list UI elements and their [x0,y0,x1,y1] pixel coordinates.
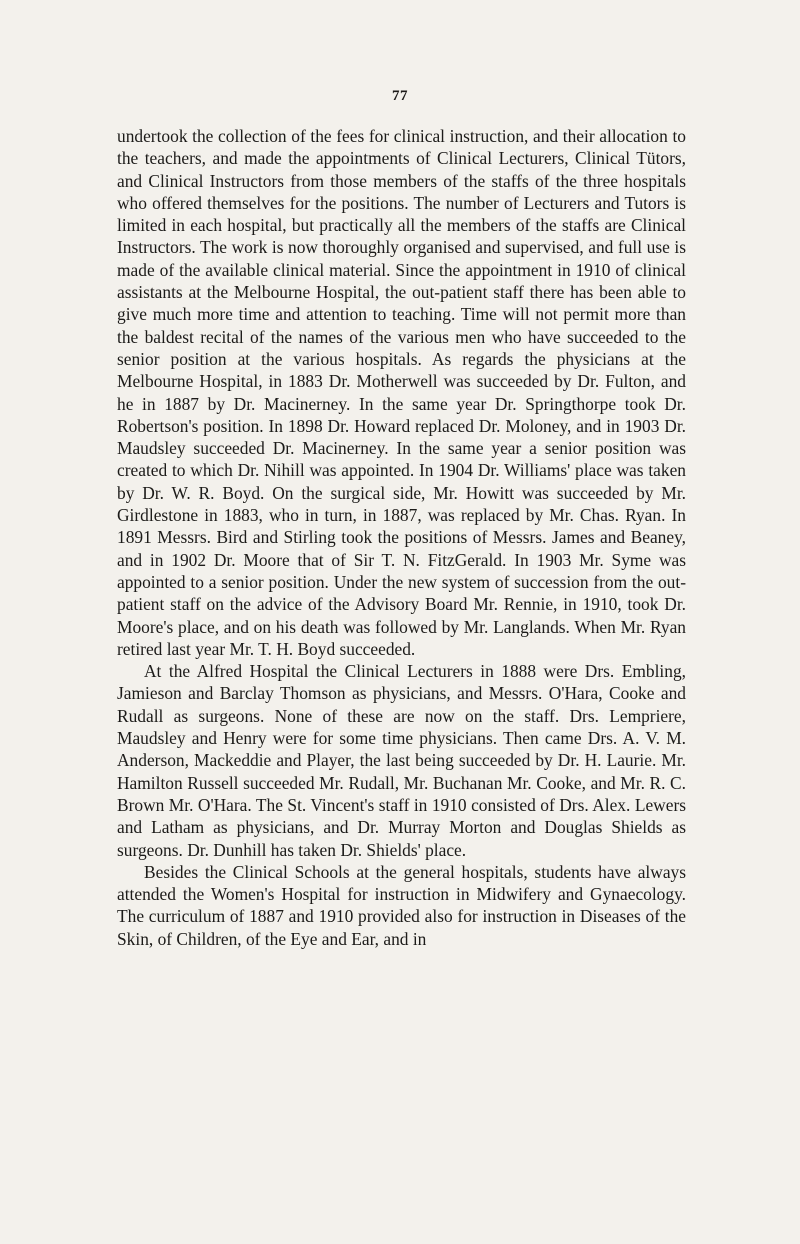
paragraph: Besides the Clinical Schools at the general hospitals, students have always attended the Women's Hospital for instruction in Midwifery and Gynaecology. The curriculum of 1887 and 1910 provided also for instruction in Diseases of the Skin, of Children, of the Eye and Ear, and in [117,861,686,949]
body-text [117,125,686,950]
paragraph: At the Alfred Hospital the Clinical Lecturers in 1888 were Drs. Embling, Jamieson and Barclay Thomson as physicians, and Messrs. O'Hara, Cooke and Rudall as surgeons. None of these are now on the staff. Drs. Lempriere, Maudsley and Henry were for some time physicians. Then came Drs. A. V. M. Anderson, Mackeddie and Player, the last being succeeded by Dr. H. Laurie. Mr. Hamilton Russell succeeded Mr. Rudall, Mr. Buchanan Mr. Cooke, and Mr. R. C. Brown Mr. O'Hara. The St. Vincent's staff in 1910 consisted of Drs. Alex. Lewers and Latham as physicians, and Dr. Murray Morton and Douglas Shields as surgeons. Dr. Dunhill has taken Dr. Shields' place. [117,661,686,860]
page-number: 77 [392,88,408,104]
paragraph: undertook the collection of the fees for clinical instruction, and their allocation to the teachers, and made the appointments of Clinical Lecturers, Clinical Tütors, and Clinical Instructors from those members of the staffs of the three hospitals who offered themselves for the positions. The number of Lecturers and Tutors is limited in each hospital, but practically all the members of the staffs are Clinical Instructors. The work is now thoroughly organised and supervised, and full use is made of the available clinical material. Since the appointment in 1910 of clinical assistants at the Melbourne Hospital, the out-patient staff there has been able to give much more time and attention to teaching. Time will not permit more than the baldest recital of the names of the various men who have succeeded to the senior position at the various hospitals. As regards the physicians at the Melbourne Hospital, in 1883 Dr. Motherwell was succeeded by Dr. Fulton, and he in 1887 by Dr. Macinerney. In the same year Dr. Springthorpe took Dr. Robertson's position. In 1898 Dr. Howard replaced Dr. Moloney, and in 1903 Dr. Maudsley succeeded Dr. Macinerney. In the same year a senior position was created to which Dr. Nihill was appointed. In 1904 Dr. Williams' place was taken by Dr. W. R. Boyd. On the surgical side, Mr. Howitt was succeeded by Mr. Girdlestone in 1883, who in turn, in 1887, was replaced by Mr. Chas. Ryan. In 1891 Messrs. Bird and Stirling took the positions of Messrs. James and Beaney, and in 1902 Dr. Moore that of Sir T. N. FitzGerald. In 1903 Mr. Syme was appointed to a senior position. Under the new system of succession from the out-patient staff on the advice of the Advisory Board Mr. Rennie, in 1910, took Dr. Moore's place, and on his death was followed by Mr. Langlands. When Mr. Ryan retired last year Mr. T. H. Boyd succeeded. [117,126,686,659]
